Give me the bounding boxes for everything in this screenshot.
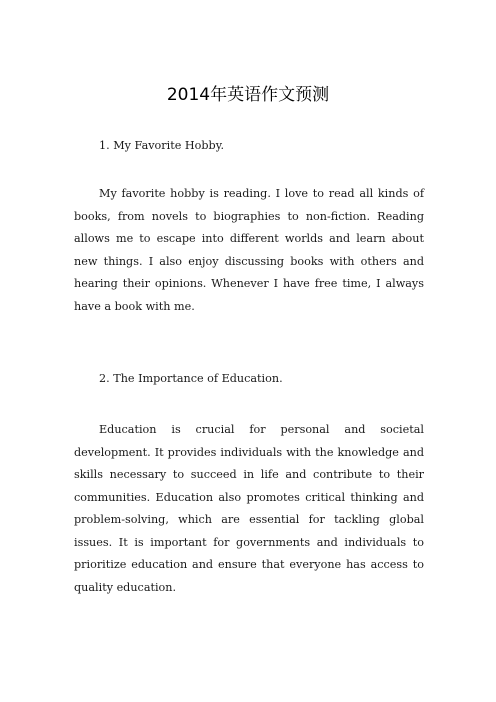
section-paragraph-education: Education is crucial for personal and societal development. It provides individuals with the knowledge and skills necessary to succeed in life and contribute to their communities. Education also promotes critical thinking and problem-solving, which are essential for tackling global issues. It is important for governments and individuals to prioritize education and ensure that everyone has access to quality education.	[74, 423, 424, 594]
document-title: 2014年英语作文预测	[166, 85, 330, 105]
section-heading-hobby: 1. My Favorite Hobby.	[99, 139, 225, 152]
section-paragraph-hobby: My favorite hobby is reading. I love to read all kinds of books, from novels to biographies to non-fiction. Reading allows me to escape into different worlds and learn about new things. I also enjoy discussing books with others and hearing their opinions. Whenever I have free time, I always have a book with me.	[74, 187, 424, 313]
section-heading-education: 2. The Importance of Education.	[99, 372, 283, 385]
